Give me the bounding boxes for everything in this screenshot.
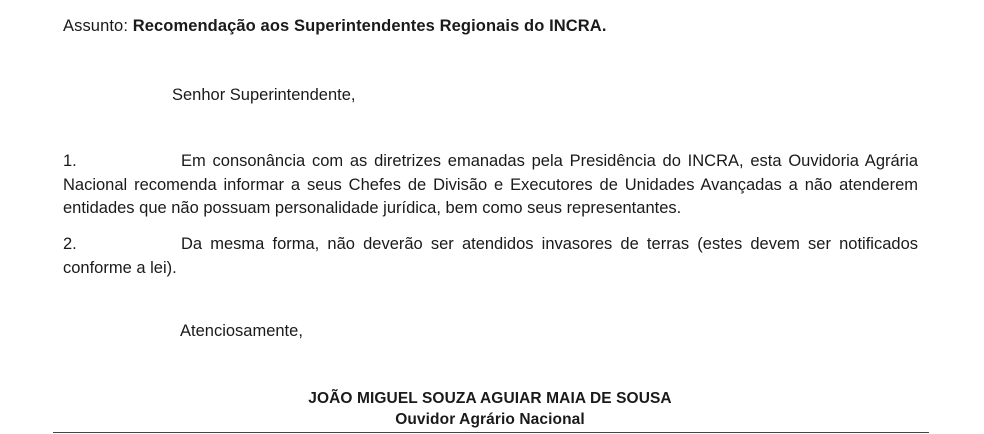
subject-value: Recomendação aos Superintendentes Regionais do INCRA. (132, 17, 607, 35)
paragraph-1 (63, 150, 918, 221)
salutation: Senhor Superintendente, (172, 86, 356, 104)
paragraph-2 (63, 233, 918, 280)
paragraph-text: Da mesma forma, não deverão ser atendidos invasores de terras (estes devem ser notificados conforme a lei). (63, 235, 918, 277)
paragraph-number: 1. (63, 152, 77, 170)
closing: Atenciosamente, (180, 322, 303, 340)
paragraph-text: Em consonância com as diretrizes emanadas pela Presidência do INCRA, esta Ouvidoria Agrária Nacional recomenda informar a seus Chefes de Divisão e Executores de Unidades Avançadas a não atenderem entidades que não possuam personalidade jurídica, bem como seus representantes. (63, 152, 918, 217)
signature-name: JOÃO MIGUEL SOUZA AGUIAR MAIA DE SOUSA (308, 390, 672, 407)
subject-label: Assunto: (63, 17, 133, 35)
paragraph-number: 2. (63, 235, 77, 253)
subject-line (63, 17, 607, 36)
bottom-divider (53, 432, 929, 433)
signature-title: Ouvidor Agrário Nacional (395, 411, 585, 428)
